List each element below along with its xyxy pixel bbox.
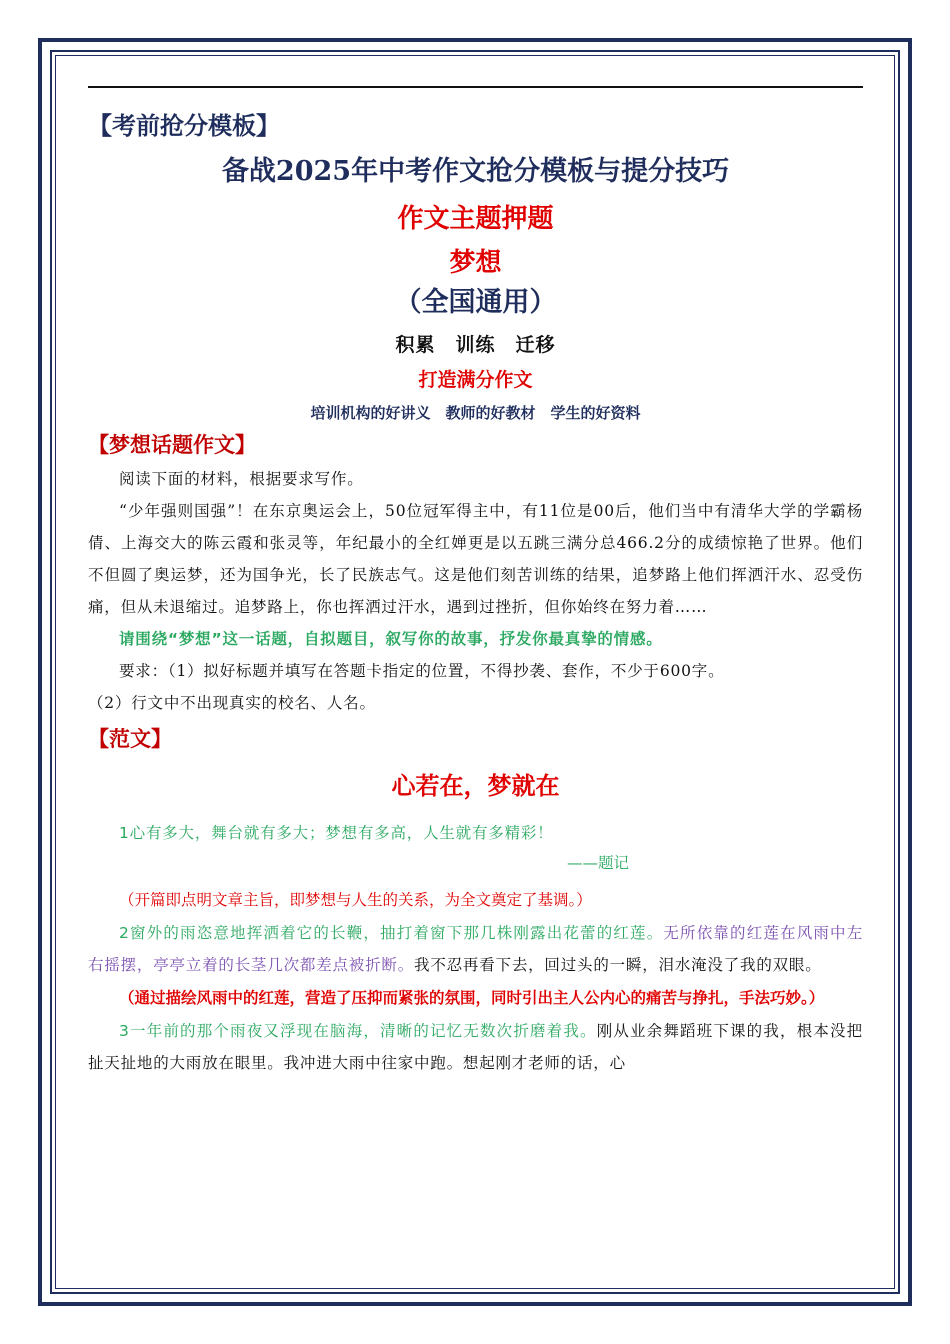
page-content [88, 100, 863, 1079]
subtitle: 作文主题押题 [397, 204, 554, 234]
prompt-section-tag: 【梦想话题作文】 [88, 433, 256, 457]
essay-paragraph-1: 1心有多大，舞台就有多大；梦想有多高，人生就有多精彩！ [119, 824, 554, 842]
header-rule [88, 86, 863, 88]
p2-black-text: 我不忍再看下去，回过头的一瞬，泪水淹没了我的双眼。 [414, 956, 822, 974]
p2-green-text: 2窗外的雨恣意地挥洒着它的长鞭，抽打着窗下那几株刚露出花蕾的红莲。 [119, 924, 664, 942]
p3-black-text: 刚从业余舞蹈班下课的我，根本没把扯天扯地的大雨放在眼里。我冲进大雨中往家中跑。想起刚才老师的话，心 [88, 1022, 863, 1072]
slogan-accumulate: 积累 训练 迁移 [395, 334, 556, 356]
epigraph-signature: ——题记 [566, 854, 629, 872]
slogan-audience: 培训机构的好讲义 教师的好教材 学生的好资料 [310, 404, 641, 422]
prompt-instruction: 请围绕“梦想”这一话题，自拟题目，叙写你的故事，抒发你最真挚的情感。 [119, 630, 663, 648]
main-title: 备战2025年中考作文抢分模板与提分技巧 [221, 156, 730, 187]
prompt-intro: 阅读下面的材料，根据要求写作。 [119, 470, 364, 488]
template-tag: 【考前抢分模板】 [88, 112, 280, 140]
essay-section-tag: 【范文】 [88, 727, 172, 751]
essay-paragraph-3 [88, 1015, 863, 1079]
scope-title: （全国通用） [394, 287, 557, 318]
prompt-requirement-1: 要求：（1）拟好标题并填写在答题卡指定的位置，不得抄袭、套作，不少于600字。 [119, 662, 725, 680]
comment-2: （通过描绘风雨中的红莲，营造了压抑而紧张的氛围，同时引出主人公内心的痛苦与挣扎，手法巧妙。） [119, 989, 825, 1007]
essay-title: 心若在，梦就在 [391, 772, 560, 800]
slogan-full-score: 打造满分作文 [418, 369, 533, 391]
essay-paragraph-2 [88, 917, 863, 981]
p3-green-text: 3一年前的那个雨夜又浮现在脑海，清晰的记忆无数次折磨着我。 [119, 1022, 597, 1040]
comment-1: （开篇即点明文章主旨，即梦想与人生的关系，为全文奠定了基调。） [119, 891, 592, 909]
p2-purple-text: 无所依靠的红莲在风雨中左右摇摆，亭亭立着的长茎几次都差点被折断。 [88, 924, 863, 974]
prompt-requirement-2: （2）行文中不出现真实的校名、人名。 [88, 694, 376, 712]
prompt-material: “少年强则国强”！在东京奥运会上，50位冠军得主中，有11位是00后，他们当中有清华大学的学霸杨倩、上海交大的陈云霞和张灵等，年纪最小的全红婵更是以五跳三满分总466.2分的成绩惊艳了世界。他们不但圆了奥运梦，还为国争光，长了民族志气。这是他们刻苦训练的结果，追梦路上他们挥洒汗水、忍受伤痛，但从未退缩过。追梦路上，你也挥洒过汗水，遇到过挫折，但你始终在努力着…… [88, 502, 863, 616]
topic-title: 梦想 [449, 248, 502, 278]
